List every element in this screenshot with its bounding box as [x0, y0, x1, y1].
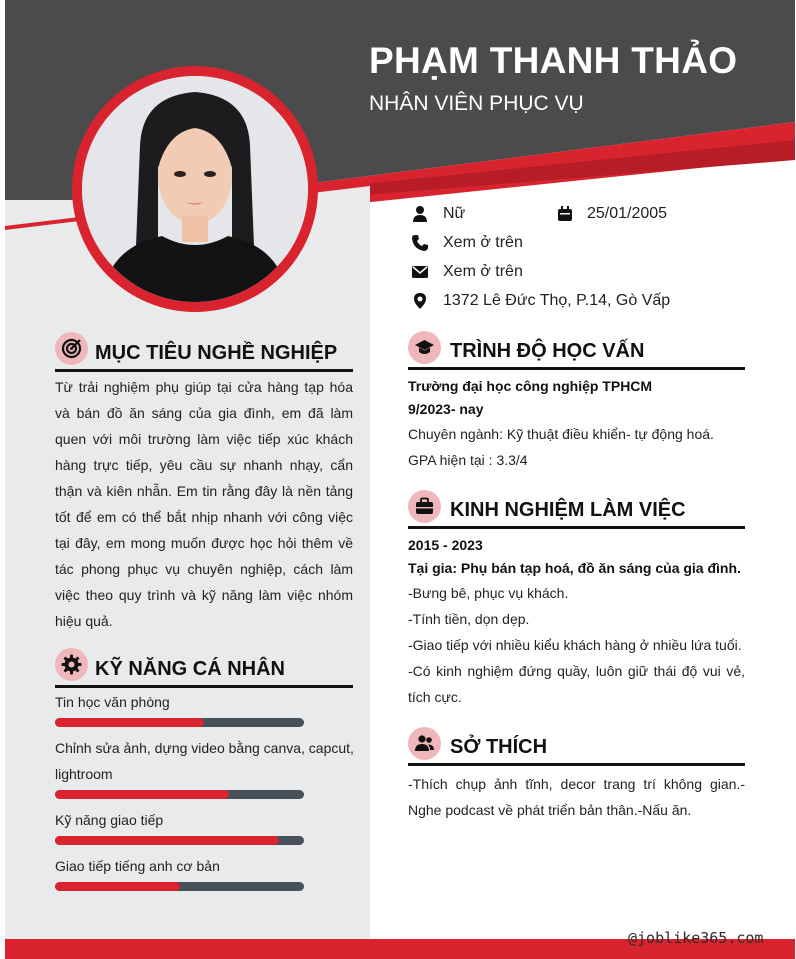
objective-text: Từ trải nghiệm phụ giúp tại cửa hàng tạp hóa và bán đồ ăn sáng của gia đình, em đã làm quen với môi trường làm việc tiếp xúc khách hàng trực tiếp, yêu cầu sự nhanh nhạy, cẩn thận và kiên nhẫn. Em tin rằng đây là nền tảng tốt để em có thể bắt nhịp nhanh với công việc tại đây, em mong muốn được học hỏi thêm về tác phong phục vụ chuyên nghiệp, cách làm việc theo quy trình và kỹ năng làm việc nhóm hiệu quả.	[55, 379, 353, 629]
graduation-cap-icon	[414, 337, 435, 358]
cv-page	[5, 0, 795, 959]
watermark: @joblike365.com	[628, 929, 764, 947]
objective-badge	[55, 332, 88, 365]
education-major: Chuyên ngành: Kỹ thuật điều khiển- tự động hoá.	[408, 426, 714, 442]
education-divider	[408, 367, 745, 370]
hobbies-text: -Thích chụp ảnh tĩnh, decor trang trí không gian.- Nghe podcast về phát triển bản thân.-Nấu ăn.	[408, 776, 745, 818]
hobbies-badge	[408, 727, 441, 760]
phone-value: Xem ở trên	[443, 234, 523, 251]
briefcase-icon	[414, 496, 435, 517]
experience-duty: -Tính tiền, dọn dẹp.	[408, 611, 530, 627]
skill-bar	[55, 836, 304, 845]
calendar-icon	[556, 205, 574, 223]
experience-header	[408, 490, 745, 530]
skill-bar	[55, 718, 304, 727]
skills-divider	[55, 685, 353, 688]
hobbies-divider	[408, 763, 745, 766]
education-header	[408, 331, 745, 371]
job-title: NHÂN VIÊN PHỤC VỤ	[369, 92, 584, 115]
skill-bar-fill	[55, 836, 279, 845]
education-title: TRÌNH ĐỘ HỌC VẤN	[450, 340, 645, 362]
skill-label: Kỹ năng giao tiếp	[55, 812, 164, 828]
skill-label: Giao tiếp tiếng anh cơ bản	[55, 858, 220, 874]
experience-role: Tại gia: Phụ bán tạp hoá, đồ ăn sáng của gia đình.	[408, 560, 741, 576]
skills-title: KỸ NĂNG CÁ NHÂN	[95, 658, 285, 680]
target-icon	[61, 338, 82, 359]
candidate-name: PHẠM THANH THẢO	[369, 40, 738, 81]
education-school: Trường đại học công nghiệp TPHCM	[408, 378, 653, 394]
skill-bar	[55, 790, 304, 799]
location-pin-icon	[411, 292, 429, 310]
experience-divider	[408, 526, 745, 529]
education-gpa: GPA hiện tại : 3.3/4	[408, 452, 528, 468]
experience-duty: -Giao tiếp với nhiều kiểu khách hàng ở nhiều lứa tuổi.	[408, 637, 742, 653]
skill-label: Chỉnh sửa ảnh, dựng video bằng canva, capcut, lightroom	[55, 740, 354, 782]
email-value: Xem ở trên	[443, 263, 523, 280]
experience-duty: -Có kinh nghiệm đứng quầy, luôn giữ thái độ vui vẻ, tích cực.	[408, 663, 745, 705]
profile-photo	[82, 76, 308, 302]
objective-divider	[55, 369, 353, 372]
birthdate-value: 25/01/2005	[587, 205, 668, 222]
experience-badge	[408, 490, 441, 523]
experience-title: KINH NGHIỆM LÀM VIỆC	[450, 499, 686, 521]
address-value: 1372 Lê Đức Thọ, P.14, Gò Vấp	[443, 292, 671, 309]
skill-label: Tin học văn phòng	[55, 694, 170, 710]
skill-bar-fill	[55, 882, 180, 891]
users-icon	[414, 733, 435, 754]
gear-icon	[61, 654, 82, 675]
objective-title: MỤC TIÊU NGHỀ NGHIỆP	[95, 342, 338, 364]
phone-icon	[411, 234, 429, 252]
skill-bar-fill	[55, 718, 204, 727]
objective-header	[55, 332, 353, 372]
skill-bar	[55, 882, 304, 891]
hobbies-header	[408, 727, 745, 767]
skills-badge	[55, 648, 88, 681]
person-icon	[411, 205, 429, 223]
education-badge	[408, 331, 441, 364]
skill-bar-fill	[55, 790, 229, 799]
experience-period: 2015 - 2023	[408, 537, 483, 553]
mail-icon	[411, 263, 429, 281]
experience-duty: -Bưng bê, phục vụ khách.	[408, 585, 569, 601]
skills-header	[55, 648, 353, 688]
gender-value: Nữ	[443, 205, 466, 222]
education-period: 9/2023- nay	[408, 401, 484, 417]
hobbies-title: SỞ THÍCH	[450, 736, 548, 758]
